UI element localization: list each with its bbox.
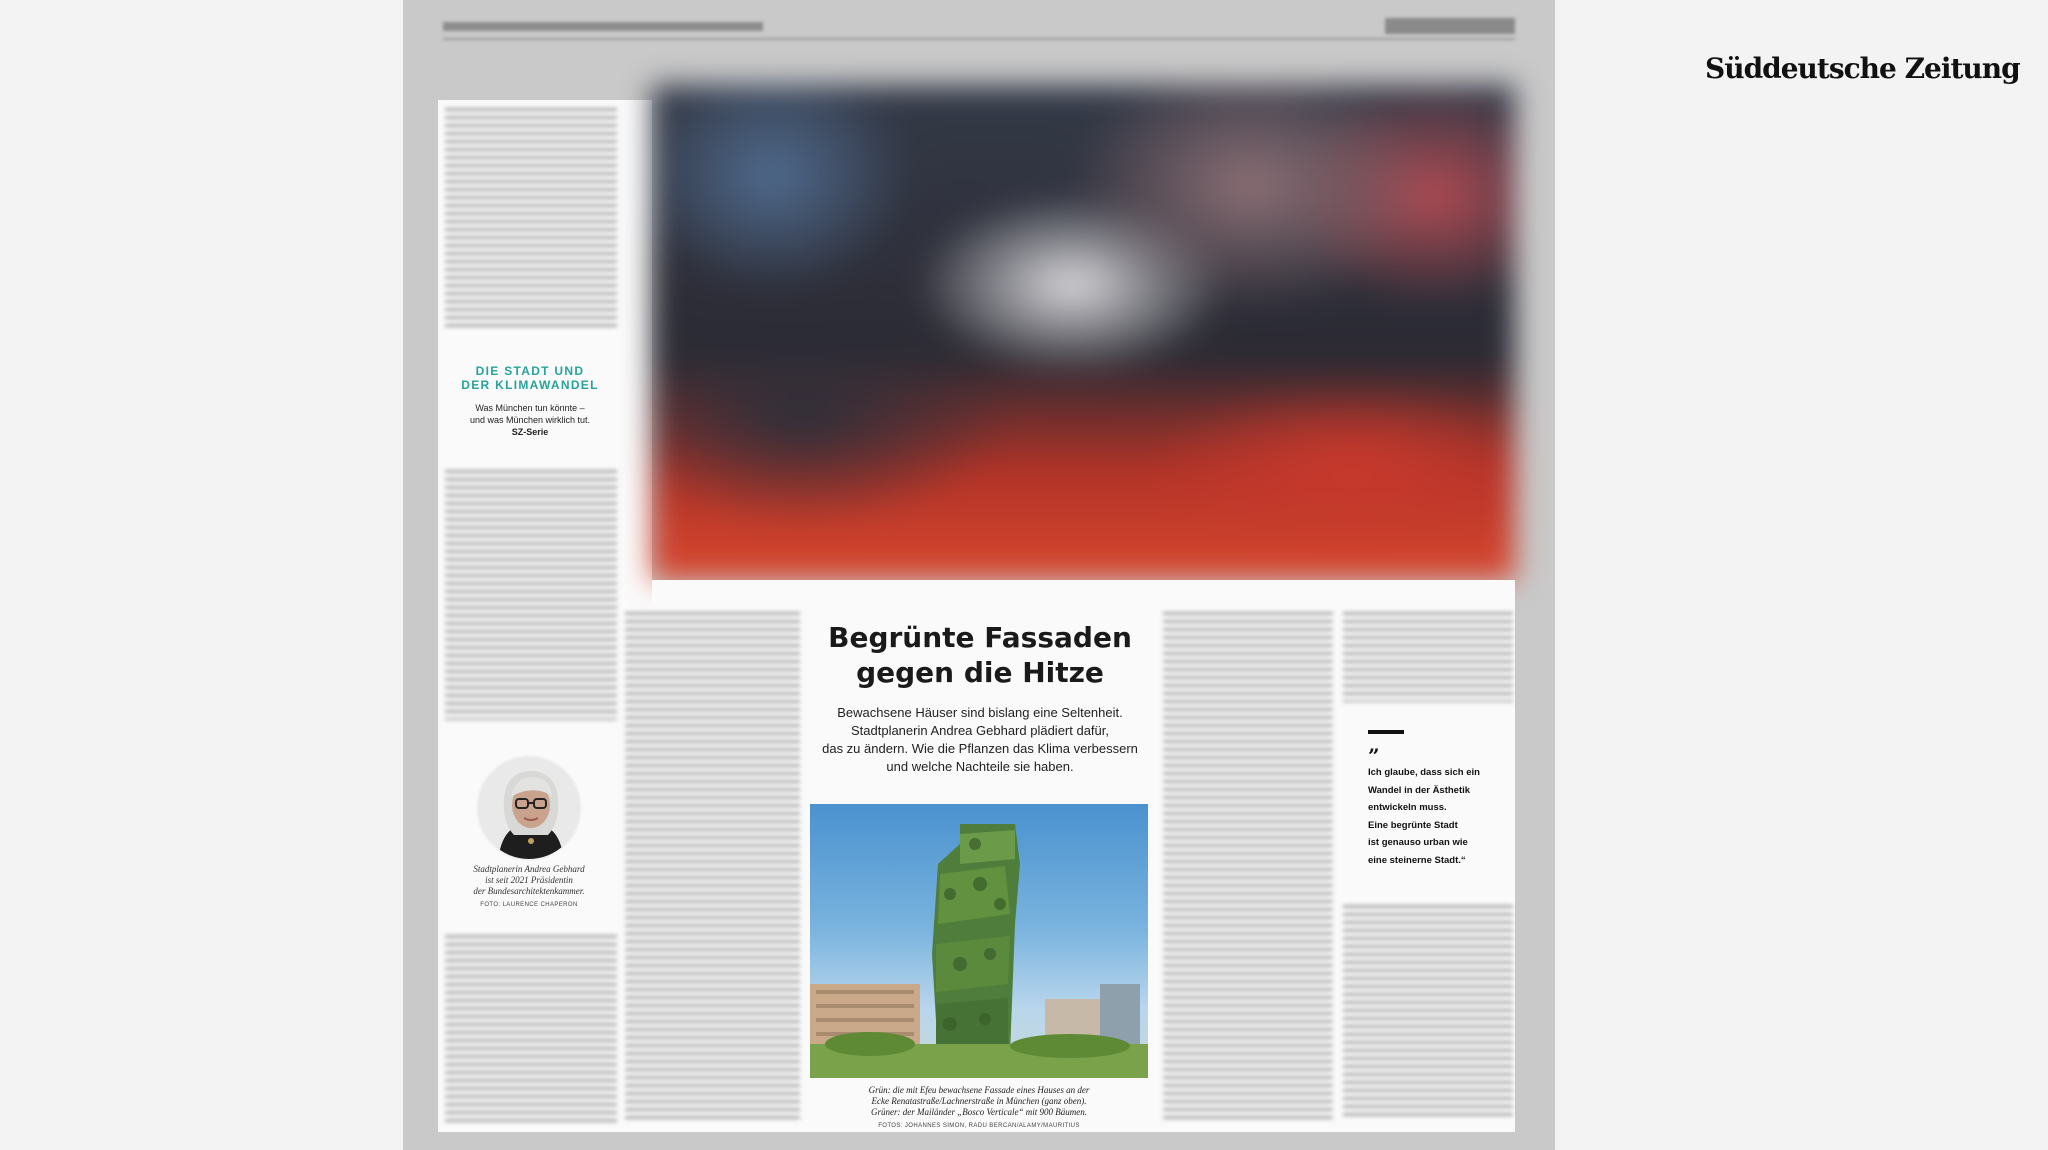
portrait-caption-line: ist seit 2021 Präsidentin — [485, 875, 573, 885]
series-label: SZ-Serie — [511, 427, 549, 437]
left-column-text-bottom — [445, 935, 617, 1125]
portrait-caption — [440, 864, 618, 911]
series-subtitle-2: und was München wirklich tut. — [469, 415, 591, 425]
body-column-4-bottom — [1343, 905, 1513, 1120]
photo-caption-line: Grün: die mit Efeu bewachsene Fassade eines Hauses an der — [868, 1085, 1090, 1095]
deck-line: das zu ändern. Wie die Pflanzen das Klima verbessern — [822, 741, 1138, 756]
portrait-caption-line: Stadtplanerin Andrea Gebhard — [473, 864, 585, 874]
body-column-1 — [625, 612, 800, 1122]
quote-line: ist genauso urban wie — [1368, 837, 1468, 848]
quote-bar — [1368, 730, 1404, 734]
photo-caption — [810, 1085, 1148, 1132]
page-header-blurred — [443, 18, 1515, 40]
series-box — [440, 364, 620, 438]
article-headline — [810, 620, 1150, 690]
article-deck — [810, 704, 1150, 776]
portrait-caption-line: der Bundesarchitektenkammer. — [473, 886, 585, 896]
deck-line: und welche Nachteile sie haben. — [886, 759, 1074, 774]
quote-line: Eine begrünte Stadt — [1368, 819, 1458, 831]
left-column-text-top — [445, 108, 617, 330]
quote-mark-icon: ” — [1368, 744, 1380, 768]
deck-line: Stadtplanerin Andrea Gebhard plädiert dafür, — [850, 723, 1109, 738]
brand-logo: Süddeutsche Zeitung — [1705, 52, 2020, 85]
hero-photo-blurred — [652, 85, 1515, 580]
body-column-4-top — [1343, 612, 1513, 702]
portrait-credit: FOTO: LAURENCE CHAPERON — [480, 902, 578, 908]
photo-caption-line: Ecke Renatastraße/Lachnerstraße in München (ganz oben). — [871, 1096, 1087, 1106]
article-header — [810, 620, 1150, 776]
series-subtitle: Was München tun könnte – — [475, 403, 585, 413]
quote-line: eine steinerne Stadt.“ — [1368, 854, 1466, 866]
portrait-avatar — [476, 755, 582, 861]
headline-line: Begrünte Fassaden — [828, 621, 1132, 654]
quote-line: Wandel in der Ästhetik — [1368, 784, 1471, 796]
quote-line: entwickeln muss. — [1368, 802, 1447, 813]
headline-line: gegen die Hitze — [856, 656, 1104, 689]
photo-caption-line: Grüner: der Mailänder „Bosco Verticale“ mit 900 Bäumen. — [871, 1107, 1087, 1117]
series-title-2: DER KLIMAWANDEL — [461, 378, 599, 392]
deck-line: Bewachsene Häuser sind bislang eine Seltenheit. — [837, 705, 1123, 720]
quote-line: Ich glaube, dass sich ein — [1368, 767, 1480, 778]
series-title: DIE STADT UND — [475, 364, 585, 378]
bosco-verticale-photo — [810, 804, 1148, 1078]
body-column-3 — [1163, 612, 1333, 1122]
left-column-text-mid — [445, 470, 617, 720]
pull-quote — [1368, 730, 1498, 869]
photo-credit: FOTOS: JOHANNES SIMON, RADU BERCAN/ALAMY/MAURITIUS — [878, 1123, 1080, 1129]
